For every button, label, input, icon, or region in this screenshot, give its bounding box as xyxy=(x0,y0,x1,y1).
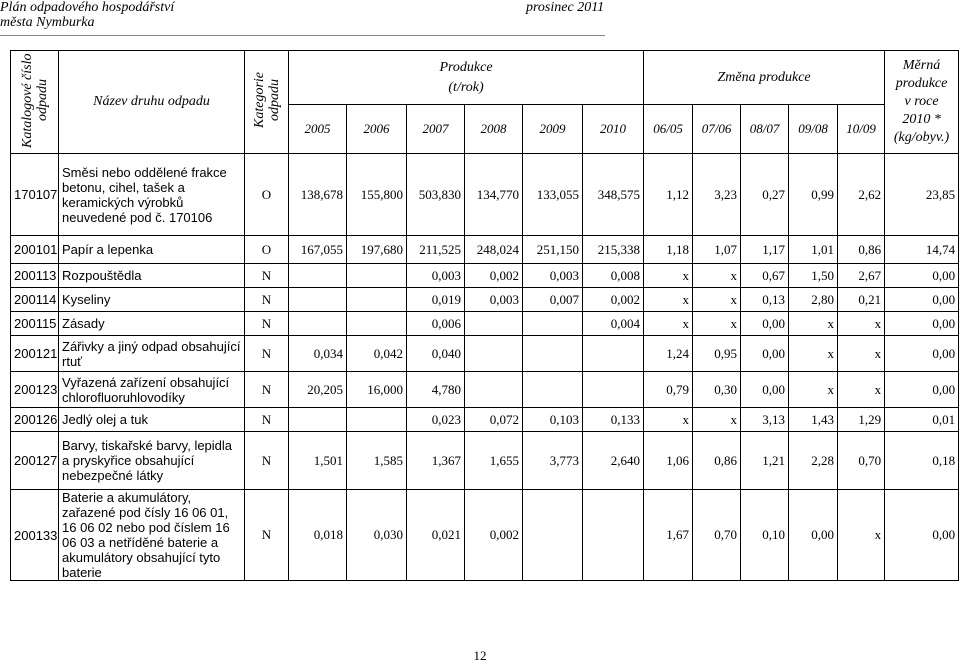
production-cell xyxy=(289,408,347,432)
change-cell: 1,50 xyxy=(789,264,838,288)
change-cell: 2,62 xyxy=(838,154,885,236)
change-cell: 1,17 xyxy=(741,236,789,264)
change-cell: 2,28 xyxy=(789,432,838,490)
production-cell xyxy=(347,264,407,288)
change-cell: 0,70 xyxy=(693,490,741,581)
header-year: 2007 xyxy=(407,105,465,154)
catalog-number-cell: 170107 xyxy=(11,154,59,236)
production-cell: 248,024 xyxy=(465,236,523,264)
production-cell xyxy=(347,408,407,432)
category-cell: O xyxy=(245,154,289,236)
category-cell: N xyxy=(245,490,289,581)
production-cell: 0,002 xyxy=(465,264,523,288)
production-cell: 0,002 xyxy=(583,288,644,312)
production-cell xyxy=(523,372,583,408)
production-cell: 0,003 xyxy=(465,288,523,312)
waste-name-cell: Barvy, tiskařské barvy, lepidla a pryskyřice obsahující nebezpečné látky xyxy=(59,432,245,490)
production-cell: 0,018 xyxy=(289,490,347,581)
production-cell: 1,585 xyxy=(347,432,407,490)
change-cell: 0,10 xyxy=(741,490,789,581)
change-cell: x xyxy=(644,264,693,288)
production-cell: 2,640 xyxy=(583,432,644,490)
waste-name-cell: Vyřazená zařízení obsahující chlorofluoruhlovodíky xyxy=(59,372,245,408)
production-cell: 348,575 xyxy=(583,154,644,236)
production-cell: 0,007 xyxy=(523,288,583,312)
waste-production-table xyxy=(10,50,959,581)
change-cell: 3,13 xyxy=(741,408,789,432)
header-production: Produkce (t/rok) xyxy=(289,51,644,105)
header-year: 2006 xyxy=(347,105,407,154)
production-cell xyxy=(347,312,407,336)
document-date: prosinec 2011 xyxy=(526,0,605,15)
change-cell: 1,18 xyxy=(644,236,693,264)
change-cell: 1,67 xyxy=(644,490,693,581)
table-body xyxy=(11,154,959,581)
production-cell: 0,006 xyxy=(407,312,465,336)
production-cell: 1,367 xyxy=(407,432,465,490)
production-cell: 0,019 xyxy=(407,288,465,312)
production-cell: 3,773 xyxy=(523,432,583,490)
header-catalog-number: Katalogové číslo odpadu xyxy=(11,51,59,154)
category-cell: O xyxy=(245,236,289,264)
production-cell: 0,040 xyxy=(407,336,465,372)
change-cell: 0,00 xyxy=(741,336,789,372)
change-cell: x xyxy=(693,288,741,312)
catalog-number-cell: 200133 xyxy=(11,490,59,581)
header-year: 2008 xyxy=(465,105,523,154)
production-cell xyxy=(347,288,407,312)
change-cell: 0,00 xyxy=(741,372,789,408)
catalog-number-cell: 200126 xyxy=(11,408,59,432)
category-cell: N xyxy=(245,264,289,288)
category-cell: N xyxy=(245,408,289,432)
production-cell: 0,021 xyxy=(407,490,465,581)
table-row xyxy=(11,288,959,312)
production-cell: 138,678 xyxy=(289,154,347,236)
specific-production-cell: 23,85 xyxy=(885,154,959,236)
change-cell: 0,86 xyxy=(838,236,885,264)
table-row xyxy=(11,432,959,490)
production-cell xyxy=(583,336,644,372)
specific-production-cell: 0,00 xyxy=(885,372,959,408)
change-cell: 1,21 xyxy=(741,432,789,490)
waste-name-cell: Zářivky a jiný odpad obsahující rtuť xyxy=(59,336,245,372)
change-cell: x xyxy=(644,408,693,432)
production-cell xyxy=(583,490,644,581)
production-cell: 0,003 xyxy=(407,264,465,288)
category-cell: N xyxy=(245,336,289,372)
production-cell: 134,770 xyxy=(465,154,523,236)
waste-name-cell: Jedlý olej a tuk xyxy=(59,408,245,432)
catalog-number-cell: 200127 xyxy=(11,432,59,490)
production-cell: 0,008 xyxy=(583,264,644,288)
production-cell: 1,501 xyxy=(289,432,347,490)
change-cell: 1,12 xyxy=(644,154,693,236)
change-cell: x xyxy=(789,312,838,336)
table-row xyxy=(11,336,959,372)
change-cell: x xyxy=(644,312,693,336)
production-cell: 0,003 xyxy=(523,264,583,288)
waste-name-cell: Zásady xyxy=(59,312,245,336)
header-production-change: Změna produkce xyxy=(644,51,885,105)
production-cell xyxy=(289,312,347,336)
waste-name-cell: Baterie a akumulátory, zařazené pod čísly 16 06 01, 16 06 02 nebo pod číslem 16 06 03 a netříděné baterie a akumulátory obsahující tyto baterie xyxy=(59,490,245,581)
header-change: 10/09 xyxy=(838,105,885,154)
header-year: 2009 xyxy=(523,105,583,154)
specific-production-cell: 0,00 xyxy=(885,490,959,581)
change-cell: 2,80 xyxy=(789,288,838,312)
change-cell: 1,06 xyxy=(644,432,693,490)
specific-production-cell: 14,74 xyxy=(885,236,959,264)
header-category: Kategorie odpadu xyxy=(245,51,289,154)
production-cell: 167,055 xyxy=(289,236,347,264)
waste-name-cell: Kyseliny xyxy=(59,288,245,312)
header-change: 09/08 xyxy=(789,105,838,154)
change-cell: 1,01 xyxy=(789,236,838,264)
change-cell: 1,24 xyxy=(644,336,693,372)
change-cell: 0,13 xyxy=(741,288,789,312)
change-cell: 0,30 xyxy=(693,372,741,408)
specific-production-cell: 0,00 xyxy=(885,264,959,288)
table-row xyxy=(11,264,959,288)
change-cell: x xyxy=(838,490,885,581)
production-cell: 503,830 xyxy=(407,154,465,236)
specific-production-cell: 0,18 xyxy=(885,432,959,490)
production-cell xyxy=(523,490,583,581)
production-cell: 0,072 xyxy=(465,408,523,432)
change-cell: 0,95 xyxy=(693,336,741,372)
table-row xyxy=(11,408,959,432)
header-change: 06/05 xyxy=(644,105,693,154)
document-title: Plán odpadového hospodářství xyxy=(0,0,175,15)
production-cell: 0,133 xyxy=(583,408,644,432)
change-cell: 1,29 xyxy=(838,408,885,432)
table-row xyxy=(11,312,959,336)
table-row xyxy=(11,236,959,264)
change-cell: 0,70 xyxy=(838,432,885,490)
header-change: 08/07 xyxy=(741,105,789,154)
category-cell: N xyxy=(245,432,289,490)
page-number: 12 xyxy=(473,648,487,663)
category-cell: N xyxy=(245,288,289,312)
category-cell: N xyxy=(245,312,289,336)
production-cell: 133,055 xyxy=(523,154,583,236)
catalog-number-cell: 200123 xyxy=(11,372,59,408)
change-cell: x xyxy=(644,288,693,312)
production-cell: 0,034 xyxy=(289,336,347,372)
change-cell: 0,79 xyxy=(644,372,693,408)
change-cell: x xyxy=(838,372,885,408)
header-change: 07/06 xyxy=(693,105,741,154)
production-cell: 0,103 xyxy=(523,408,583,432)
change-cell: 0,86 xyxy=(693,432,741,490)
production-cell xyxy=(465,336,523,372)
change-cell: 0,67 xyxy=(741,264,789,288)
change-cell: 0,99 xyxy=(789,154,838,236)
production-cell: 215,338 xyxy=(583,236,644,264)
change-cell: 0,27 xyxy=(741,154,789,236)
header-specific-production: Měrná produkce v roce 2010 * (kg/obyv.) xyxy=(885,51,959,154)
specific-production-cell: 0,00 xyxy=(885,288,959,312)
category-cell: N xyxy=(245,372,289,408)
change-cell: x xyxy=(789,336,838,372)
production-cell: 211,525 xyxy=(407,236,465,264)
catalog-number-cell: 200113 xyxy=(11,264,59,288)
production-cell: 1,655 xyxy=(465,432,523,490)
document-subtitle: města Nymburka xyxy=(0,15,95,30)
production-cell: 0,002 xyxy=(465,490,523,581)
change-cell: x xyxy=(693,408,741,432)
production-cell xyxy=(289,264,347,288)
production-cell xyxy=(289,288,347,312)
header-year: 2005 xyxy=(289,105,347,154)
header-waste-name: Název druhu odpadu xyxy=(59,51,245,154)
production-cell xyxy=(465,372,523,408)
change-cell: x xyxy=(838,312,885,336)
change-cell: 3,23 xyxy=(693,154,741,236)
specific-production-cell: 0,00 xyxy=(885,336,959,372)
change-cell: 0,21 xyxy=(838,288,885,312)
table-row xyxy=(11,154,959,236)
waste-name-cell: Rozpouštědla xyxy=(59,264,245,288)
header-rule xyxy=(0,35,605,36)
change-cell: x xyxy=(693,264,741,288)
change-cell: x xyxy=(838,336,885,372)
specific-production-cell: 0,00 xyxy=(885,312,959,336)
change-cell: x xyxy=(693,312,741,336)
catalog-number-cell: 200121 xyxy=(11,336,59,372)
table-row xyxy=(11,372,959,408)
catalog-number-cell: 200101 xyxy=(11,236,59,264)
change-cell: 0,00 xyxy=(789,490,838,581)
production-cell: 20,205 xyxy=(289,372,347,408)
page-header xyxy=(0,0,960,40)
catalog-number-cell: 200114 xyxy=(11,288,59,312)
production-cell: 0,023 xyxy=(407,408,465,432)
catalog-number-cell: 200115 xyxy=(11,312,59,336)
production-cell: 16,000 xyxy=(347,372,407,408)
production-cell xyxy=(583,372,644,408)
table-row xyxy=(11,490,959,581)
change-cell: 1,07 xyxy=(693,236,741,264)
change-cell: 1,43 xyxy=(789,408,838,432)
production-cell: 155,800 xyxy=(347,154,407,236)
specific-production-cell: 0,01 xyxy=(885,408,959,432)
production-cell: 197,680 xyxy=(347,236,407,264)
change-cell: 0,00 xyxy=(741,312,789,336)
waste-name-cell: Papír a lepenka xyxy=(59,236,245,264)
production-cell: 251,150 xyxy=(523,236,583,264)
production-cell: 0,004 xyxy=(583,312,644,336)
production-cell: 0,042 xyxy=(347,336,407,372)
waste-name-cell: Směsi nebo oddělené frakce betonu, cihel, tašek a keramických výrobků neuvedené pod č. 170106 xyxy=(59,154,245,236)
change-cell: x xyxy=(789,372,838,408)
header-year: 2010 xyxy=(583,105,644,154)
change-cell: 2,67 xyxy=(838,264,885,288)
production-cell xyxy=(465,312,523,336)
production-cell xyxy=(523,336,583,372)
production-cell xyxy=(523,312,583,336)
production-cell: 4,780 xyxy=(407,372,465,408)
production-cell: 0,030 xyxy=(347,490,407,581)
